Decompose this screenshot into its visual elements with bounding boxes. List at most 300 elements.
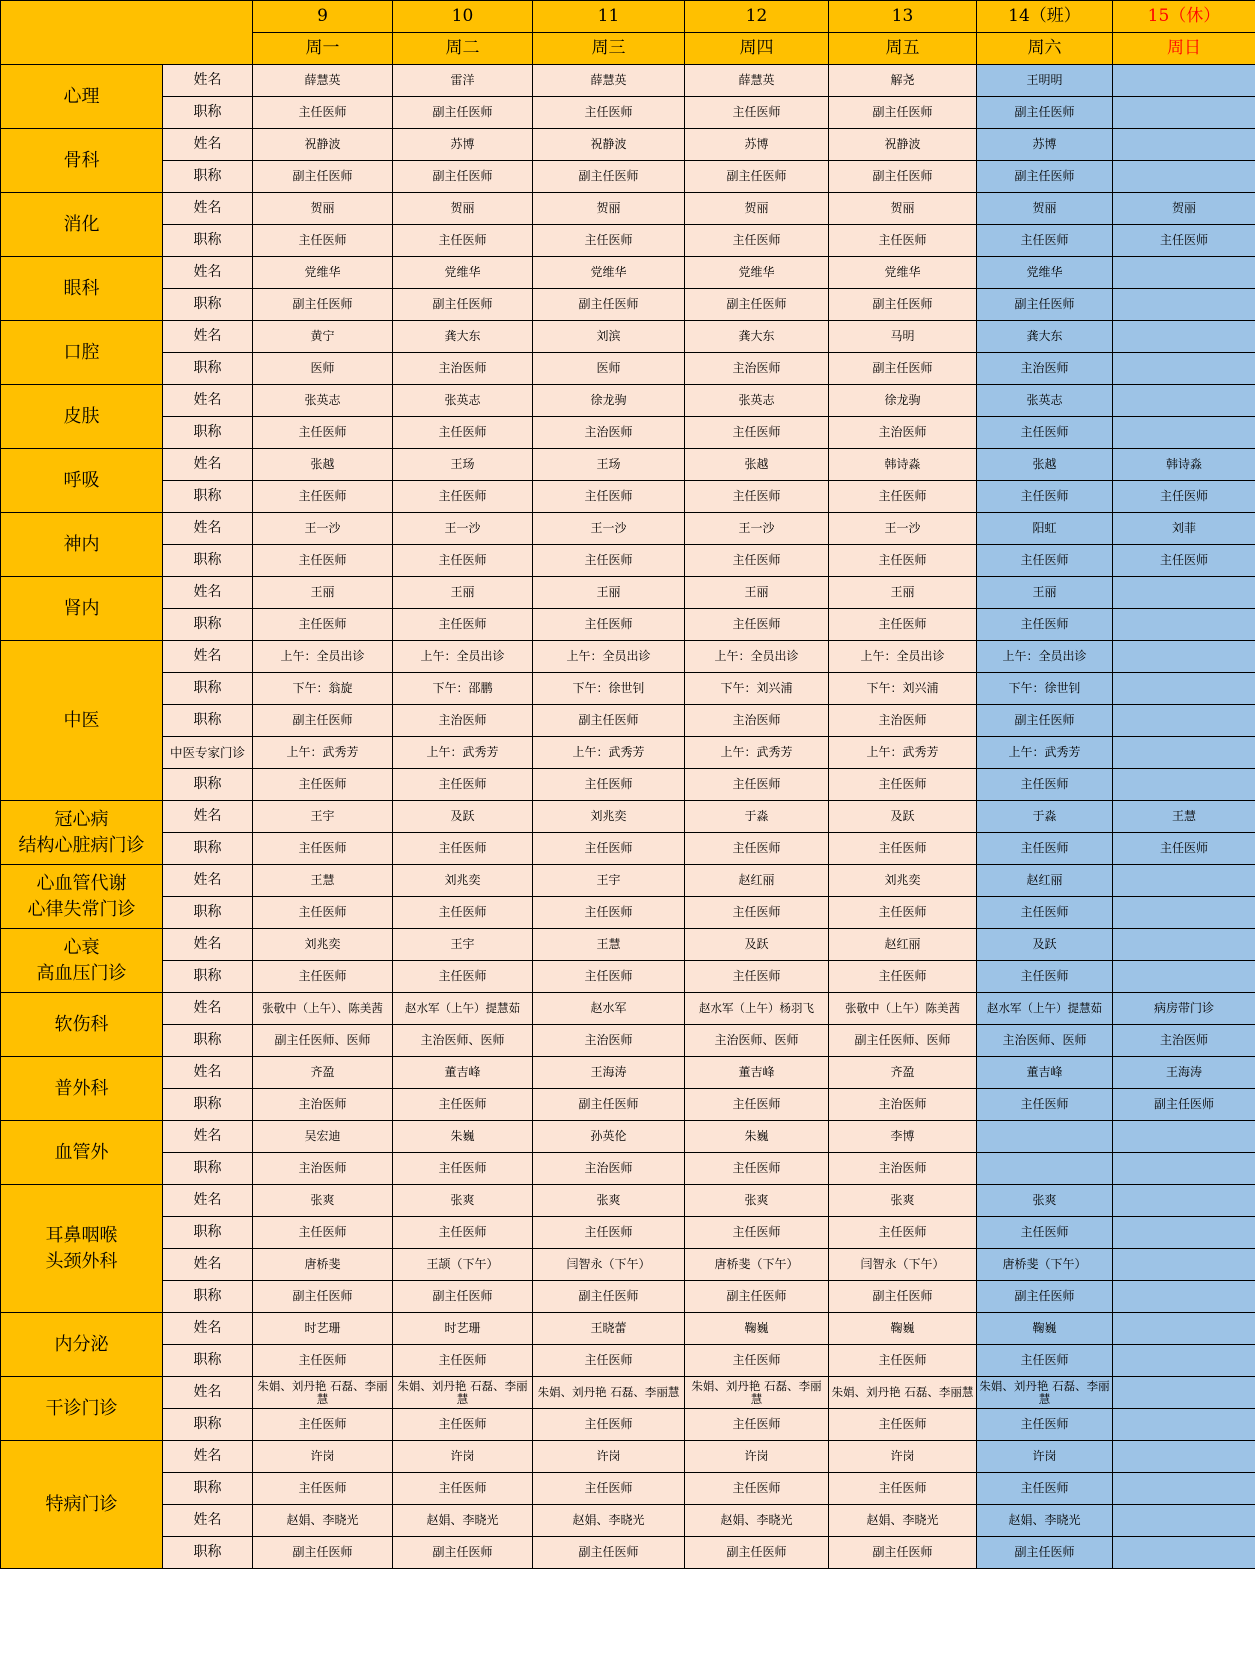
- row-label: 姓名: [163, 385, 253, 417]
- schedule-cell: 主任医师: [393, 1409, 533, 1441]
- schedule-cell: 及跃: [977, 929, 1113, 961]
- schedule-cell: 王慧: [253, 865, 393, 897]
- row-label: 职称: [163, 961, 253, 993]
- schedule-cell: 主任医师: [977, 1409, 1113, 1441]
- schedule-cell: 龚大东: [977, 321, 1113, 353]
- schedule-cell: 王海涛: [1113, 1057, 1255, 1089]
- schedule-cell: 副主任医师: [977, 97, 1113, 129]
- row-label: 姓名: [163, 1377, 253, 1409]
- schedule-cell: [1113, 769, 1255, 801]
- schedule-cell: 副主任医师: [253, 705, 393, 737]
- date-cell: 12: [685, 1, 829, 33]
- schedule-cell: 阳虹: [977, 513, 1113, 545]
- schedule-cell: 主治医师: [685, 353, 829, 385]
- schedule-cell: 党维华: [977, 257, 1113, 289]
- schedule-cell: [1113, 577, 1255, 609]
- schedule-row: [1, 1057, 1255, 1089]
- row-label: 姓名: [163, 1313, 253, 1345]
- schedule-row: [1, 385, 1255, 417]
- schedule-cell: [1113, 417, 1255, 449]
- schedule-cell: 主任医师: [685, 417, 829, 449]
- row-label: 姓名: [163, 257, 253, 289]
- schedule-cell: [1113, 673, 1255, 705]
- schedule-cell: 上午：武秀芳: [253, 737, 393, 769]
- row-label: 姓名: [163, 513, 253, 545]
- schedule-cell: [1113, 1345, 1255, 1377]
- schedule-cell: 副主任医师: [685, 1537, 829, 1569]
- schedule-row: [1, 641, 1255, 673]
- schedule-cell: 闫智永（下午）: [533, 1249, 685, 1281]
- schedule-row: [1, 481, 1255, 513]
- schedule-cell: 副主任医师: [393, 289, 533, 321]
- date-cell: 11: [533, 1, 685, 33]
- schedule-row: [1, 545, 1255, 577]
- schedule-cell: 党维华: [253, 257, 393, 289]
- schedule-cell: 唐桥斐（下午）: [977, 1249, 1113, 1281]
- schedule-cell: 下午：邵鹏: [393, 673, 533, 705]
- schedule-cell: 主任医师: [533, 1217, 685, 1249]
- schedule-cell: [1113, 1217, 1255, 1249]
- schedule-cell: 主任医师: [829, 1217, 977, 1249]
- schedule-cell: [1113, 321, 1255, 353]
- weekday-cell-rest: 周日: [1113, 33, 1255, 65]
- schedule-cell: 王宇: [253, 801, 393, 833]
- department-name: 心血管代谢 心律失常门诊: [1, 865, 163, 929]
- schedule-cell: 徐龙驹: [829, 385, 977, 417]
- schedule-cell: 张英志: [685, 385, 829, 417]
- schedule-cell: 张爽: [977, 1185, 1113, 1217]
- schedule-cell: 董吉峰: [393, 1057, 533, 1089]
- row-label: 姓名: [163, 577, 253, 609]
- schedule-cell: 张越: [977, 449, 1113, 481]
- schedule-cell: 主任医师: [253, 1217, 393, 1249]
- weekday-cell: 周二: [393, 33, 533, 65]
- schedule-cell: 副主任医师: [1113, 1089, 1255, 1121]
- schedule-cell: [1113, 353, 1255, 385]
- row-label: 职称: [163, 417, 253, 449]
- row-label: 职称: [163, 1089, 253, 1121]
- schedule-cell: 主任医师: [533, 897, 685, 929]
- schedule-cell: 贺丽: [685, 193, 829, 225]
- schedule-cell: 主任医师: [393, 1473, 533, 1505]
- schedule-cell: 主任医师: [533, 481, 685, 513]
- schedule-cell: 主任医师: [253, 833, 393, 865]
- schedule-row: [1, 225, 1255, 257]
- schedule-cell: 主任医师: [253, 769, 393, 801]
- schedule-cell: 副主任医师: [393, 1281, 533, 1313]
- schedule-cell: 主任医师: [977, 545, 1113, 577]
- schedule-cell: 主任医师: [393, 481, 533, 513]
- schedule-cell: 下午：徐世钊: [533, 673, 685, 705]
- schedule-cell: 主任医师: [393, 1089, 533, 1121]
- row-label: 职称: [163, 97, 253, 129]
- schedule-row: [1, 513, 1255, 545]
- schedule-row: [1, 193, 1255, 225]
- schedule-cell: 于淼: [685, 801, 829, 833]
- date-cell: 13: [829, 1, 977, 33]
- department-name: 特病门诊: [1, 1441, 163, 1569]
- schedule-cell: 苏博: [393, 129, 533, 161]
- schedule-cell: 主任医师: [253, 225, 393, 257]
- schedule-cell: [1113, 1409, 1255, 1441]
- schedule-cell: 韩诗淼: [1113, 449, 1255, 481]
- schedule-cell: 主治医师: [829, 417, 977, 449]
- row-label: 职称: [163, 161, 253, 193]
- schedule-cell: [1113, 705, 1255, 737]
- department-name: 口腔: [1, 321, 163, 385]
- schedule-row: [1, 417, 1255, 449]
- schedule-cell: 副主任医师: [533, 1089, 685, 1121]
- schedule-cell: 副主任医师: [253, 1537, 393, 1569]
- row-label: 姓名: [163, 1249, 253, 1281]
- schedule-cell: 主任医师: [1113, 481, 1255, 513]
- schedule-cell: 主任医师: [253, 961, 393, 993]
- schedule-cell: 主任医师: [829, 833, 977, 865]
- schedule-cell: 主治医师: [829, 1089, 977, 1121]
- schedule-cell: 赵娟、李晓光: [977, 1505, 1113, 1537]
- schedule-cell: 张爽: [685, 1185, 829, 1217]
- schedule-cell: 主任医师: [977, 1217, 1113, 1249]
- row-label: 姓名: [163, 321, 253, 353]
- schedule-cell: 贺丽: [393, 193, 533, 225]
- schedule-cell: 刘兆奕: [829, 865, 977, 897]
- schedule-cell: 张越: [253, 449, 393, 481]
- schedule-cell: 主任医师: [1113, 545, 1255, 577]
- schedule-cell: 主任医师: [533, 961, 685, 993]
- schedule-cell: 主任医师: [977, 833, 1113, 865]
- schedule-cell: 主任医师: [829, 1409, 977, 1441]
- schedule-cell: 副主任医师: [829, 161, 977, 193]
- schedule-cell: 马明: [829, 321, 977, 353]
- schedule-cell: 王一沙: [253, 513, 393, 545]
- schedule-cell: 副主任医师: [253, 289, 393, 321]
- schedule-cell: 赵水军（上午）提慧茹: [393, 993, 533, 1025]
- schedule-cell: 主任医师: [977, 417, 1113, 449]
- schedule-cell: 赵娟、李晓光: [829, 1505, 977, 1537]
- schedule-cell: 主任医师: [977, 1345, 1113, 1377]
- row-label: 姓名: [163, 193, 253, 225]
- schedule-cell: 齐盈: [829, 1057, 977, 1089]
- schedule-row: [1, 993, 1255, 1025]
- department-name: 心理: [1, 65, 163, 129]
- schedule-cell: 上午：全员出诊: [977, 641, 1113, 673]
- schedule-cell: 主任医师: [829, 609, 977, 641]
- schedule-cell: [1113, 1249, 1255, 1281]
- schedule-cell: 及跃: [393, 801, 533, 833]
- schedule-cell: 赵娟、李晓光: [393, 1505, 533, 1537]
- schedule-row: [1, 705, 1255, 737]
- schedule-cell: 唐桥斐: [253, 1249, 393, 1281]
- schedule-cell: [1113, 161, 1255, 193]
- department-name: 普外科: [1, 1057, 163, 1121]
- schedule-cell: 上午：武秀芳: [977, 737, 1113, 769]
- schedule-cell: 鞠巍: [685, 1313, 829, 1345]
- schedule-cell: [1113, 129, 1255, 161]
- schedule-cell: 祝静波: [533, 129, 685, 161]
- schedule-cell: 副主任医师: [685, 289, 829, 321]
- schedule-row: [1, 1025, 1255, 1057]
- weekday-cell: 周六: [977, 33, 1113, 65]
- schedule-cell: 副主任医师: [829, 353, 977, 385]
- schedule-cell: 张爽: [829, 1185, 977, 1217]
- schedule-cell: 副主任医师: [533, 1281, 685, 1313]
- schedule-row: [1, 1249, 1255, 1281]
- schedule-cell: 主任医师: [685, 481, 829, 513]
- schedule-cell: 主任医师: [253, 1345, 393, 1377]
- schedule-row: [1, 897, 1255, 929]
- schedule-cell: 张英志: [253, 385, 393, 417]
- schedule-cell: 赵娟、李晓光: [685, 1505, 829, 1537]
- row-label: 姓名: [163, 65, 253, 97]
- schedule-cell: 主任医师: [1113, 225, 1255, 257]
- schedule-cell: 薛慧英: [253, 65, 393, 97]
- schedule-cell: 主任医师: [253, 481, 393, 513]
- schedule-cell: 许岗: [253, 1441, 393, 1473]
- schedule-cell: 张英志: [393, 385, 533, 417]
- schedule-cell: 主任医师: [393, 609, 533, 641]
- schedule-cell: 张敬中（上午）、陈美茜: [253, 993, 393, 1025]
- date-cell: 9: [253, 1, 393, 33]
- schedule-cell: 下午：徐世钊: [977, 673, 1113, 705]
- schedule-cell: [1113, 1537, 1255, 1569]
- row-label: 职称: [163, 1153, 253, 1185]
- schedule-row: [1, 1153, 1255, 1185]
- row-label: 职称: [163, 1281, 253, 1313]
- schedule-cell: 主任医师: [685, 609, 829, 641]
- row-label: 职称: [163, 833, 253, 865]
- schedule-cell: 贺丽: [533, 193, 685, 225]
- schedule-cell: 朱娟、刘丹艳 石磊、李丽慧: [533, 1377, 685, 1409]
- weekday-cell: 周五: [829, 33, 977, 65]
- schedule-cell: 王玚: [533, 449, 685, 481]
- schedule-cell: 王丽: [977, 577, 1113, 609]
- schedule-cell: 下午：刘兴浦: [829, 673, 977, 705]
- schedule-cell: 时艺珊: [253, 1313, 393, 1345]
- schedule-cell: 主治医师: [829, 1153, 977, 1185]
- schedule-cell: 下午：刘兴浦: [685, 673, 829, 705]
- row-label: 姓名: [163, 449, 253, 481]
- schedule-row: [1, 1409, 1255, 1441]
- schedule-row: [1, 929, 1255, 961]
- schedule-cell: 董吉峰: [977, 1057, 1113, 1089]
- row-label: 姓名: [163, 641, 253, 673]
- schedule-cell: 上午：全员出诊: [533, 641, 685, 673]
- schedule-cell: 主任医师: [253, 1473, 393, 1505]
- row-label: 职称: [163, 225, 253, 257]
- department-name: 内分泌: [1, 1313, 163, 1377]
- schedule-cell: 主任医师: [685, 1153, 829, 1185]
- schedule-cell: 主任医师: [393, 961, 533, 993]
- schedule-cell: 唐桥斐（下午）: [685, 1249, 829, 1281]
- schedule-row: [1, 1313, 1255, 1345]
- schedule-cell: 张越: [685, 449, 829, 481]
- department-name: 肾内: [1, 577, 163, 641]
- schedule-cell: 许岗: [685, 1441, 829, 1473]
- schedule-cell: 上午：全员出诊: [685, 641, 829, 673]
- schedule-cell: 上午：武秀芳: [685, 737, 829, 769]
- schedule-cell: 下午：翁旋: [253, 673, 393, 705]
- row-label: 姓名: [163, 929, 253, 961]
- schedule-cell: 主任医师: [533, 225, 685, 257]
- row-label: 职称: [163, 1345, 253, 1377]
- schedule-cell: [1113, 1121, 1255, 1153]
- schedule-cell: 主任医师: [685, 897, 829, 929]
- schedule-cell: 主任医师: [685, 225, 829, 257]
- schedule-cell: 主治医师: [829, 705, 977, 737]
- schedule-cell: 副主任医师: [533, 289, 685, 321]
- schedule-cell: [1113, 1185, 1255, 1217]
- schedule-cell: 副主任医师: [685, 161, 829, 193]
- schedule-cell: 副主任医师: [829, 1281, 977, 1313]
- schedule-cell: 主任医师: [977, 1473, 1113, 1505]
- department-name: 冠心病 结构心脏病门诊: [1, 801, 163, 865]
- schedule-cell: 副主任医师: [977, 1537, 1113, 1569]
- schedule-row: [1, 161, 1255, 193]
- schedule-cell: 主任医师: [253, 609, 393, 641]
- schedule-cell: 主任医师: [685, 1217, 829, 1249]
- date-cell-rest: 15（休）: [1113, 1, 1255, 33]
- schedule-cell: [1113, 385, 1255, 417]
- schedule-cell: 主治医师: [253, 1089, 393, 1121]
- row-label: 姓名: [163, 865, 253, 897]
- schedule-row: [1, 289, 1255, 321]
- schedule-row: [1, 1121, 1255, 1153]
- schedule-row: [1, 1473, 1255, 1505]
- schedule-cell: [1113, 1441, 1255, 1473]
- schedule-cell: 主任医师: [393, 769, 533, 801]
- schedule-cell: 吴宏迪: [253, 1121, 393, 1153]
- row-label: 姓名: [163, 801, 253, 833]
- schedule-cell: 主任医师: [829, 769, 977, 801]
- schedule-cell: [1113, 1153, 1255, 1185]
- schedule-cell: 主任医师: [685, 545, 829, 577]
- row-label: 职称: [163, 481, 253, 513]
- schedule-row: [1, 1281, 1255, 1313]
- schedule-cell: 鞠巍: [829, 1313, 977, 1345]
- schedule-cell: [1113, 929, 1255, 961]
- schedule-cell: 副主任医师: [393, 1537, 533, 1569]
- schedule-cell: 张爽: [253, 1185, 393, 1217]
- weekday-cell: 周三: [533, 33, 685, 65]
- schedule-cell: [1113, 1505, 1255, 1537]
- department-name: 消化: [1, 193, 163, 257]
- department-name: 骨科: [1, 129, 163, 193]
- schedule-cell: 贺丽: [1113, 193, 1255, 225]
- schedule-cell: 主治医师: [253, 1153, 393, 1185]
- schedule-cell: 贺丽: [829, 193, 977, 225]
- schedule-row: [1, 737, 1255, 769]
- schedule-cell: 主任医师: [393, 1153, 533, 1185]
- schedule-cell: 主任医师: [685, 1409, 829, 1441]
- schedule-cell: 主治医师: [685, 705, 829, 737]
- schedule-row: [1, 1377, 1255, 1409]
- row-label: 姓名: [163, 1185, 253, 1217]
- schedule-cell: 贺丽: [253, 193, 393, 225]
- schedule-cell: 主治医师: [533, 1025, 685, 1057]
- schedule-cell: 徐龙驹: [533, 385, 685, 417]
- date-cell: 14（班）: [977, 1, 1113, 33]
- schedule-cell: 祝静波: [829, 129, 977, 161]
- schedule-cell: 刘兆奕: [533, 801, 685, 833]
- schedule-cell: 赵水军: [533, 993, 685, 1025]
- schedule-cell: 赵红丽: [829, 929, 977, 961]
- schedule-row: [1, 609, 1255, 641]
- schedule-cell: 主治医师: [393, 705, 533, 737]
- schedule-cell: 党维华: [393, 257, 533, 289]
- schedule-cell: 王颉（下午）: [393, 1249, 533, 1281]
- schedule-cell: 龚大东: [685, 321, 829, 353]
- schedule-row: [1, 449, 1255, 481]
- schedule-cell: 主治医师、医师: [977, 1025, 1113, 1057]
- schedule-cell: 薛慧英: [533, 65, 685, 97]
- schedule-cell: 主任医师: [829, 545, 977, 577]
- schedule-cell: 王丽: [533, 577, 685, 609]
- schedule-cell: 赵水军（上午）杨羽飞: [685, 993, 829, 1025]
- schedule-cell: 主治医师、医师: [685, 1025, 829, 1057]
- row-label: 中医专家门诊: [163, 737, 253, 769]
- department-name: 干诊门诊: [1, 1377, 163, 1441]
- schedule-cell: 黄宁: [253, 321, 393, 353]
- schedule-cell: 副主任医师: [533, 1537, 685, 1569]
- row-label: 职称: [163, 545, 253, 577]
- schedule-cell: 主任医师: [393, 1217, 533, 1249]
- schedule-cell: 王晓蕾: [533, 1313, 685, 1345]
- schedule-cell: 副主任医师: [533, 705, 685, 737]
- schedule-body: [1, 1, 1255, 1569]
- schedule-cell: 张爽: [533, 1185, 685, 1217]
- schedule-cell: 张爽: [393, 1185, 533, 1217]
- schedule-cell: 主任医师: [685, 1345, 829, 1377]
- schedule-cell: 主任医师: [829, 225, 977, 257]
- schedule-cell: 主治医师: [533, 417, 685, 449]
- schedule-cell: [1113, 1281, 1255, 1313]
- schedule-cell: 朱娟、刘丹艳 石磊、李丽慧: [685, 1377, 829, 1409]
- schedule-cell: 赵红丽: [977, 865, 1113, 897]
- schedule-cell: 医师: [533, 353, 685, 385]
- schedule-row: [1, 961, 1255, 993]
- schedule-cell: 李博: [829, 1121, 977, 1153]
- schedule-cell: 解尧: [829, 65, 977, 97]
- schedule-cell: 主任医师: [829, 1473, 977, 1505]
- row-label: 职称: [163, 897, 253, 929]
- schedule-cell: 上午：武秀芳: [533, 737, 685, 769]
- schedule-row: [1, 1537, 1255, 1569]
- schedule-cell: 韩诗淼: [829, 449, 977, 481]
- schedule-cell: 副主任医师: [533, 161, 685, 193]
- schedule-cell: 许岗: [977, 1441, 1113, 1473]
- schedule-cell: 刘兆奕: [393, 865, 533, 897]
- schedule-cell: 王丽: [253, 577, 393, 609]
- schedule-cell: [1113, 1313, 1255, 1345]
- schedule-cell: [1113, 641, 1255, 673]
- weekday-cell: 周一: [253, 33, 393, 65]
- schedule-cell: 朱娟、刘丹艳 石磊、李丽慧: [393, 1377, 533, 1409]
- department-name: 血管外: [1, 1121, 163, 1185]
- schedule-row: [1, 673, 1255, 705]
- schedule-cell: 主任医师: [393, 897, 533, 929]
- row-label: 职称: [163, 289, 253, 321]
- department-name: 神内: [1, 513, 163, 577]
- schedule-cell: 赵娟、李晓光: [253, 1505, 393, 1537]
- schedule-cell: 主任医师: [685, 833, 829, 865]
- schedule-cell: 副主任医师: [977, 289, 1113, 321]
- schedule-cell: 王丽: [829, 577, 977, 609]
- schedule-cell: 主任医师: [977, 897, 1113, 929]
- schedule-cell: 张英志: [977, 385, 1113, 417]
- schedule-cell: 龚大东: [393, 321, 533, 353]
- schedule-cell: 朱巍: [393, 1121, 533, 1153]
- schedule-row: [1, 1217, 1255, 1249]
